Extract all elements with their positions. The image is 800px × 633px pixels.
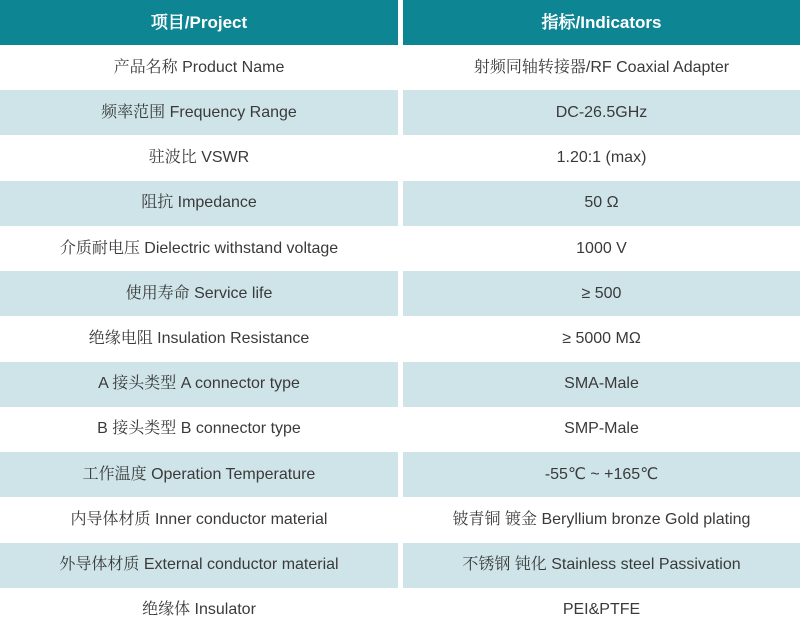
table-header-row: [0, 0, 800, 45]
indicator-cell: PEI&PTFE: [403, 588, 800, 633]
table-row: [0, 226, 800, 271]
indicator-cell: SMP-Male: [403, 407, 800, 452]
table-row: [0, 181, 800, 226]
table-row: [0, 45, 800, 90]
table-row: [0, 362, 800, 407]
header-indicators: 指标/Indicators: [403, 0, 800, 45]
indicator-cell: 铍青铜 镀金 Beryllium bronze Gold plating: [403, 497, 800, 542]
indicator-cell: 1000 V: [403, 226, 800, 271]
project-cell: 绝缘电阻 Insulation Resistance: [0, 316, 398, 361]
project-cell: B 接头类型 B connector type: [0, 407, 398, 452]
indicator-cell: DC-26.5GHz: [403, 90, 800, 135]
table-row: [0, 588, 800, 633]
project-cell: 驻波比 VSWR: [0, 135, 398, 180]
table-row: [0, 90, 800, 135]
indicator-cell: 50 Ω: [403, 181, 800, 226]
project-cell: 工作温度 Operation Temperature: [0, 452, 398, 497]
project-cell: 介质耐电压 Dielectric withstand voltage: [0, 226, 398, 271]
indicator-cell: -55℃ ~ +165℃: [403, 452, 800, 497]
indicator-cell: ≥ 500: [403, 271, 800, 316]
indicator-cell: 不锈钢 钝化 Stainless steel Passivation: [403, 543, 800, 588]
project-cell: 使用寿命 Service life: [0, 271, 398, 316]
indicator-cell: SMA-Male: [403, 362, 800, 407]
indicator-cell: 1.20:1 (max): [403, 135, 800, 180]
project-cell: 阻抗 Impedance: [0, 181, 398, 226]
project-cell: 频率范围 Frequency Range: [0, 90, 398, 135]
table-row: [0, 135, 800, 180]
table-row: [0, 316, 800, 361]
table-row: [0, 407, 800, 452]
project-cell: A 接头类型 A connector type: [0, 362, 398, 407]
project-cell: 产品名称 Product Name: [0, 45, 398, 90]
indicator-cell: ≥ 5000 MΩ: [403, 316, 800, 361]
table-row: [0, 271, 800, 316]
project-cell: 外导体材质 External conductor material: [0, 543, 398, 588]
project-cell: 内导体材质 Inner conductor material: [0, 497, 398, 542]
table-row: [0, 543, 800, 588]
table-row: [0, 497, 800, 542]
project-cell: 绝缘体 Insulator: [0, 588, 398, 633]
indicator-cell: 射频同轴转接器/RF Coaxial Adapter: [403, 45, 800, 90]
header-project: 项目/Project: [0, 0, 398, 45]
table-row: [0, 452, 800, 497]
